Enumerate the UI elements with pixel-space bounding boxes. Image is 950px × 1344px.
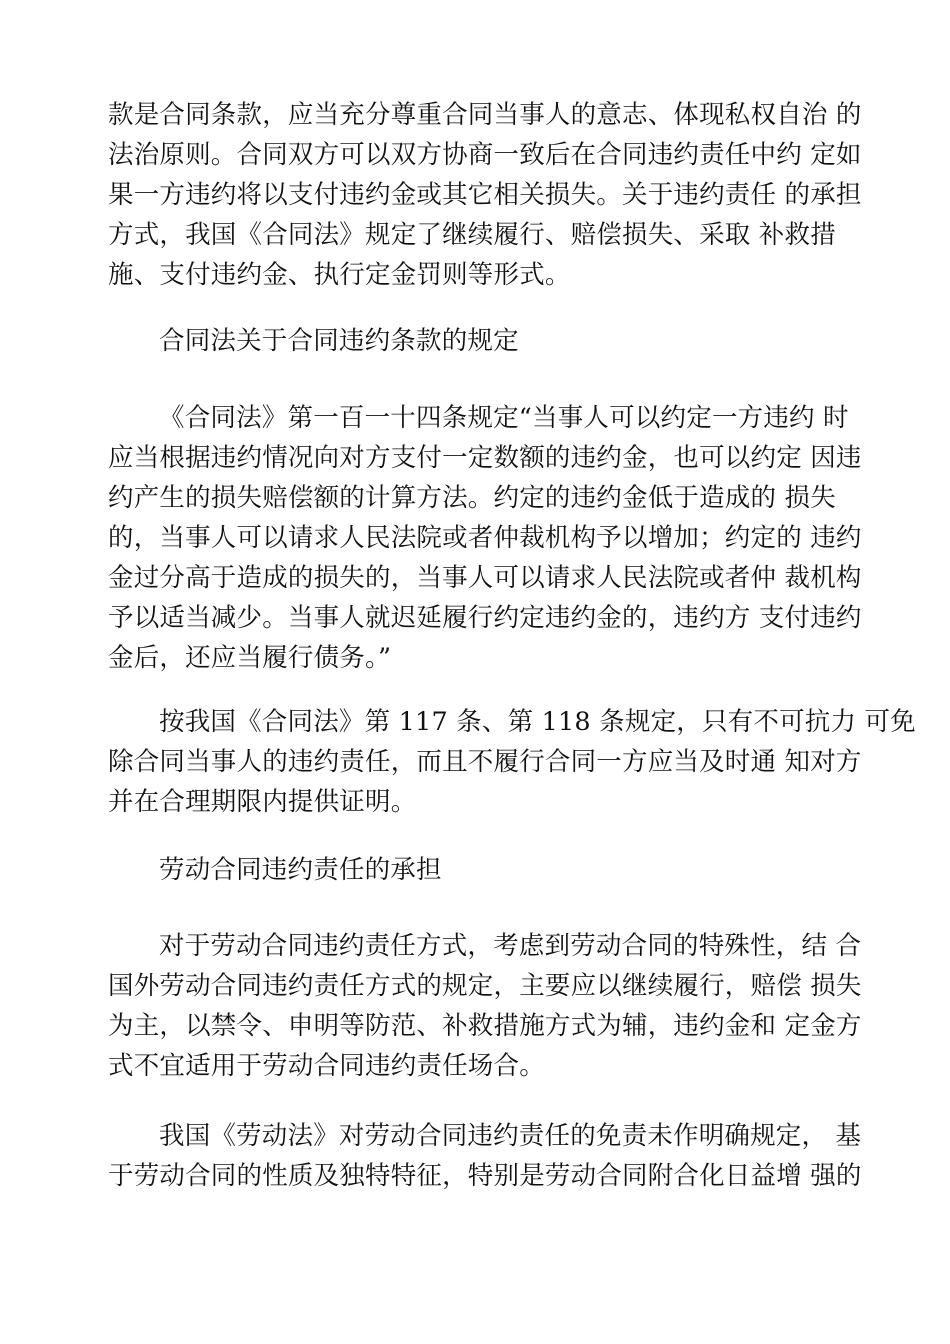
heading-line: 合同法关于合同违约条款的规定 <box>159 326 519 356</box>
text-line: 为主，以禁令、申明等防范、补救措施方式为辅，违约金和 定金方 <box>108 1011 862 1041</box>
text-line: 法治原则。合同双方可以双方协商一致后在合同违约责任中约 定如 <box>108 140 862 170</box>
text-line: 对于劳动合同违约责任方式，考虑到劳动合同的特殊性，结 合 <box>159 931 862 961</box>
paragraph-labor-law-exemption <box>108 1116 862 1196</box>
text-line: 的，当事人可以请求人民法院或者仲裁机构予以增加；约定的 违约 <box>108 523 862 553</box>
text-line: 果一方违约将以支付违约金或其它相关损失。关于违约责任 的承担 <box>108 180 862 210</box>
paragraph-contract-clause <box>108 95 862 295</box>
paragraph-article-114 <box>108 398 862 678</box>
text-line: 方式，我国《合同法》规定了继续履行、赔偿损失、采取 补救措 <box>108 220 836 250</box>
text-line: 我国《劳动法》对劳动合同违约责任的免责未作明确规定， 基 <box>159 1121 862 1151</box>
heading-line: 劳动合同违约责任的承担 <box>159 855 442 885</box>
text-line: 《合同法》第一百一十四条规定“当事人可以约定一方违约 时 <box>159 403 849 433</box>
text-line: 款是合同条款，应当充分尊重合同当事人的意志、体现私权自治 的 <box>108 100 862 130</box>
paragraph-article-117-118 <box>108 702 916 822</box>
text-line: 金过分高于造成的损失的，当事人可以请求人民法院或者仲 裁机构 <box>108 563 862 593</box>
text-line: 施、支付违约金、执行定金罚则等形式。 <box>108 260 571 290</box>
section-heading-contract-law <box>108 321 856 361</box>
text-line: 国外劳动合同违约责任方式的规定，主要应以继续履行，赔偿 损失 <box>108 971 862 1001</box>
text-line: 约产生的损失赔偿额的计算方法。约定的违约金低于造成的 损失 <box>108 483 836 513</box>
text-line: 应当根据违约情况向对方支付一定数额的违约金，也可以约定 因违 <box>108 443 862 473</box>
paragraph-labor-contract-liability <box>108 926 862 1086</box>
text-line: 并在合理期限内提供证明。 <box>108 787 417 817</box>
text-line: 除合同当事人的违约责任，而且不履行合同一方应当及时通 知对方 <box>108 747 862 777</box>
text-line: 金后，还应当履行债务。” <box>108 643 392 673</box>
text-line: 予以适当减少。当事人就迟延履行约定违约金的，违约方 支付违约 <box>108 603 862 633</box>
text-line: 式不宜适用于劳动合同违约责任场合。 <box>108 1051 545 1081</box>
section-heading-labor-contract <box>108 850 856 890</box>
text-line: 于劳动合同的性质及独特特征，特别是劳动合同附合化日益增 强的 <box>108 1161 862 1191</box>
text-line: 按我国《合同法》第 117 条、第 118 条规定，只有不可抗力 可免 <box>159 707 916 737</box>
